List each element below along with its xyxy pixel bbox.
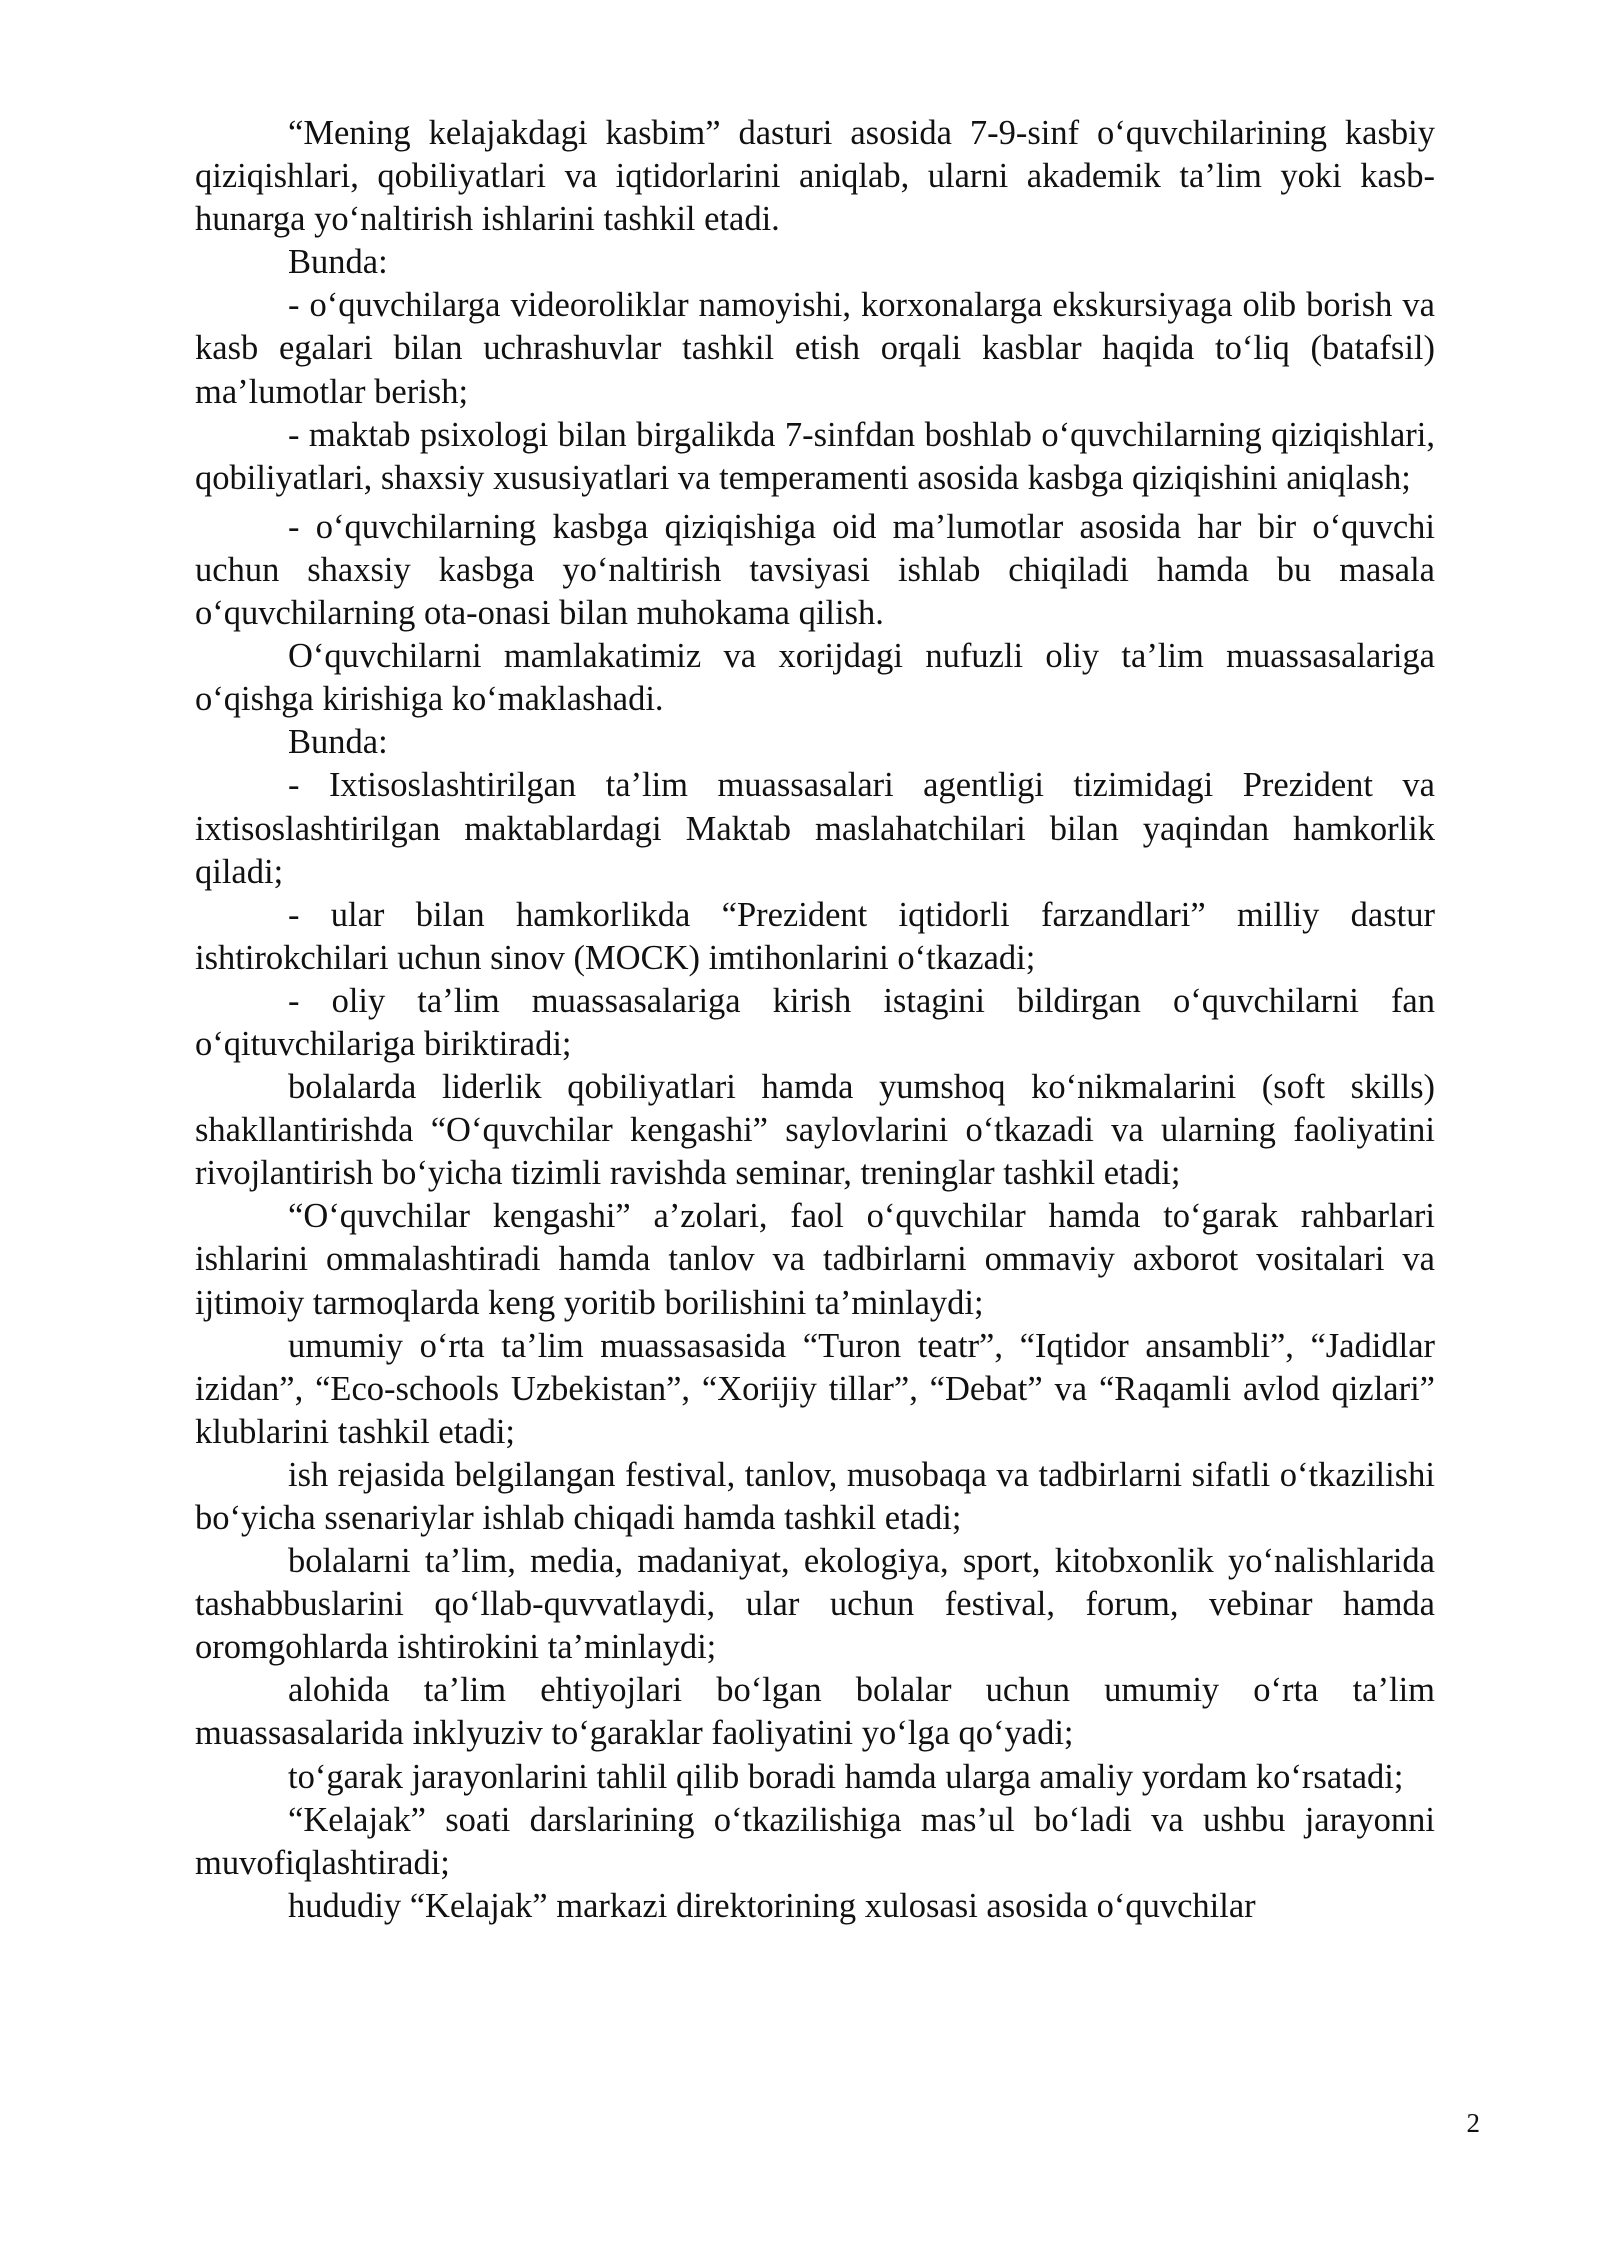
- paragraph-scenarios: ish rejasida belgilangan festival, tanlov, musobaqa va tadbirlarni sifatli o‘tkazilishi bo‘yicha ssenariylar ishlab chiqadi hamda tashkil etadi;: [195, 1455, 1435, 1537]
- paragraph-club-analysis: to‘garak jarayonlarini tahlil qilib boradi hamda ularga amaliy yordam ko‘rsatadi;: [288, 1757, 1404, 1796]
- paragraph-bunda-2: Bunda:: [288, 723, 388, 762]
- paragraph-university-admission: O‘quvchilarni mamlakatimiz va xorijdagi nufuzli oliy ta’lim muassasalariga o‘qishga kirishiga ko‘maklashadi.: [195, 637, 1435, 719]
- paragraph-student-council: “O‘quvchilar kengashi” a’zolari, faol o‘quvchilar hamda to‘garak rahbarlari ishlarini ommalashtiradi hamda tanlov va tadbirlarni ommaviy axborot vositalari va ijtimoiy tarmoqlarda keng yoritib borilishini ta’minlaydi;: [195, 1197, 1435, 1322]
- paragraph-clubs: umumiy o‘rta ta’lim muassasasida “Turon teatr”, “Iqtidor ansambli”, “Jadidlar izidan”, “Eco-schools Uzbekistan”, “Xorijiy tillar”, “Debat” va “Raqamli avlod qizlari” klublarini tashkil etadi;: [195, 1326, 1435, 1451]
- paragraph-counselors: - Ixtisoslashtirilgan ta’lim muassasalari agentligi tizimidagi Prezident va ixtisoslashtirilgan maktablardagi Maktab maslahatchilari bilan yaqindan hamkorlik qiladi;: [195, 766, 1435, 891]
- paragraph-kelajak-hour: “Kelajak” soati darslarining o‘tkazilishiga mas’ul bo‘ladi va ushbu jarayonni muvofiqlashtiradi;: [195, 1800, 1435, 1882]
- paragraph-initiatives: bolalarni ta’lim, media, madaniyat, ekologiya, sport, kitobxonlik yo‘nalishlarida tashabbuslarini qo‘llab-quvvatlaydi, ular uchun festival, forum, vebinar hamda oromgohlarda ishtirokini ta’minlaydi;: [195, 1542, 1435, 1667]
- paragraph-bunda-1: Bunda:: [288, 243, 388, 282]
- document-body: [195, 112, 1435, 1928]
- paragraph-subject-teachers: - oliy ta’lim muassasalariga kirish istagini bildirgan o‘quvchilarni fan o‘qituvchilariga biriktiradi;: [195, 981, 1435, 1063]
- paragraph-mock-exams: - ular bilan hamkorlikda “Prezident iqtidorli farzandlari” milliy dastur ishtirokchilari uchun sinov (MOCK) imtihonlarini o‘tkazadi;: [195, 895, 1435, 977]
- paragraph-inclusive-clubs: alohida ta’lim ehtiyojlari bo‘lgan bolalar uchun umumiy o‘rta ta’lim muassasalarida inklyuziv to‘garaklar faoliyatini yo‘lga qo‘yadi;: [195, 1671, 1435, 1753]
- paragraph-video-excursions: - o‘quvchilarga videoroliklar namoyishi, korxonalarga ekskursiyaga olib borish va kasb egalari bilan uchrashuvlar tashkil etish orqali kasblar haqida to‘liq (batafsil) ma’lumotlar berish;: [195, 286, 1435, 411]
- paragraph-leadership: bolalarda liderlik qobiliyatlari hamda yumshoq ko‘nikmalarini (soft skills) shakllantirishda “O‘quvchilar kengashi” saylovlarini o‘tkazadi va ularning faoliyatini rivojlantirish bo‘yicha tizimli ravishda seminar, treninglar tashkil etadi;: [195, 1068, 1435, 1193]
- paragraph-career-program: “Mening kelajakdagi kasbim” dasturi asosida 7-9-sinf o‘quvchilarining kasbiy qiziqishlari, qobiliyatlari va iqtidorlarini aniqlab, ularni akademik ta’lim yoki kasb-hunarga yo‘naltirish ishlarini tashkil etadi.: [195, 114, 1435, 239]
- paragraph-psychologist: - maktab psixologi bilan birgalikda 7-sinfdan boshlab o‘quvchilarning qiziqishlari, qobiliyatlari, shaxsiy xususiyatlari va temperamenti asosida kasbga qiziqishini aniqlash;: [195, 415, 1435, 497]
- page-number: 2: [1466, 2108, 1480, 2138]
- paragraph-recommendation: - o‘quvchilarning kasbga qiziqishiga oid ma’lumotlar asosida har bir o‘quvchi uchun shaxsiy kasbga yo‘naltirish tavsiyasi ishlab chiqiladi hamda bu masala o‘quvchilarning ota-onasi bilan muhokama qilish.: [195, 507, 1435, 633]
- paragraph-regional-center: hududiy “Kelajak” markazi direktorining xulosasi asosida o‘quvchilar: [288, 1886, 1256, 1925]
